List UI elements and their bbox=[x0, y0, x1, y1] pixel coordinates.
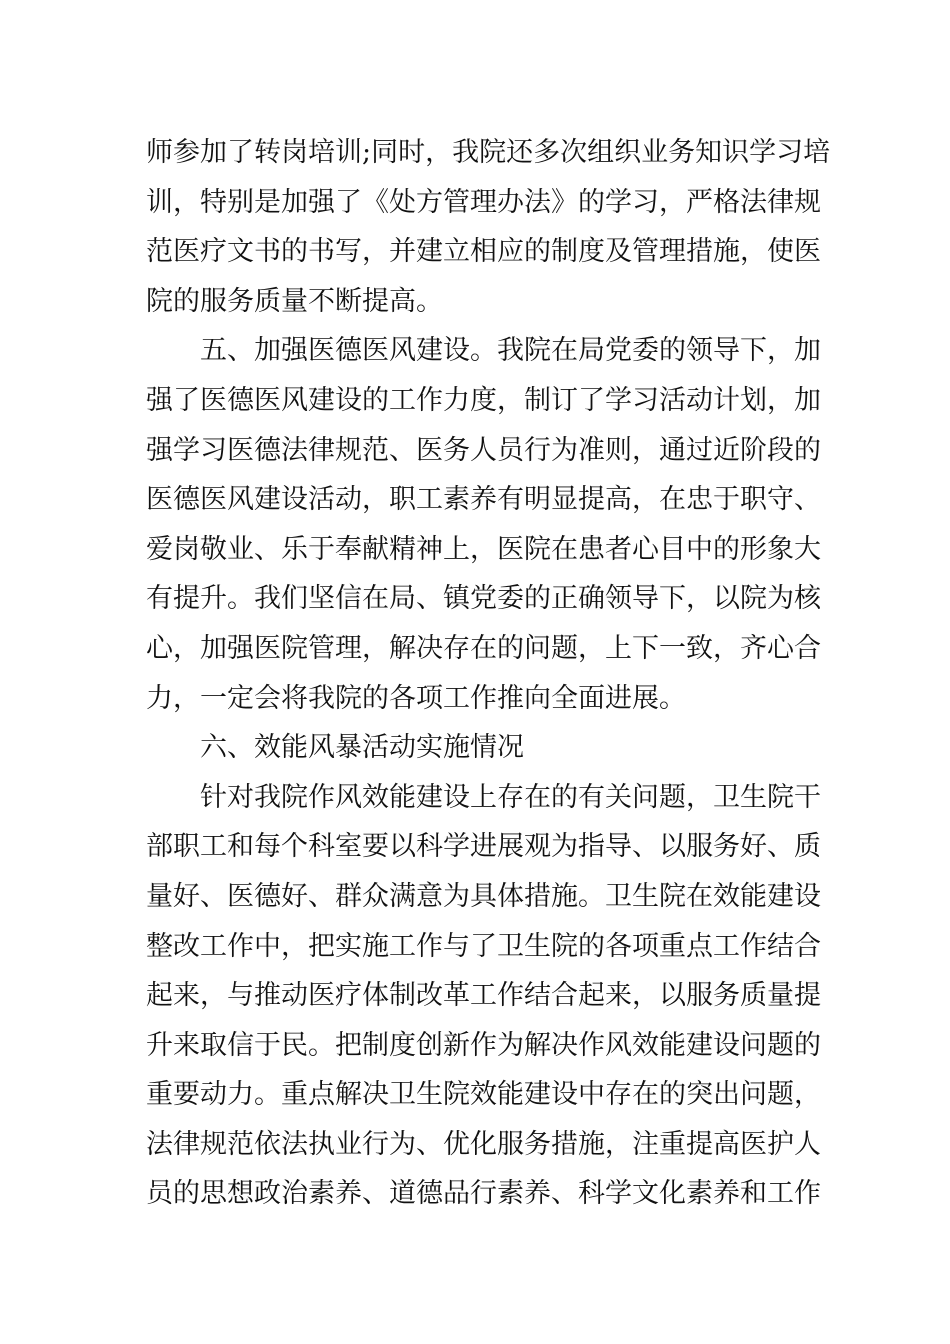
text-line: 师参加了转岗培训;同时，我院还多次组织业务知识学习培 bbox=[146, 137, 831, 168]
text-line: 六、效能风暴活动实施情况 bbox=[200, 732, 524, 764]
text-line: 员的思想政治素养、道德品行素养、科学文化素养和工作 bbox=[146, 1178, 821, 1210]
text-line: 院的服务质量不断提高。 bbox=[146, 285, 443, 317]
text-line: 针对我院作风效能建设上存在的有关问题，卫生院干 bbox=[200, 781, 821, 813]
text-line: 爱岗敬业、乐于奉献精神上，医院在患者心目中的形象大 bbox=[146, 533, 821, 565]
text-line: 范医疗文书的书写，并建立相应的制度及管理措施，使医 bbox=[146, 236, 821, 268]
text-line: 五、加强医德医风建设。我院在局党委的领导下，加 bbox=[200, 335, 821, 367]
text-line: 量好、医德好、群众满意为具体措施。卫生院在效能建设 bbox=[146, 880, 821, 912]
text-line: 强了医德医风建设的工作力度，制订了学习活动计划，加 bbox=[146, 384, 821, 416]
text-line: 部职工和每个科室要以科学进展观为指导、以服务好、质 bbox=[146, 831, 821, 863]
text-line: 整改工作中，把实施工作与了卫生院的各项重点工作结合 bbox=[146, 930, 821, 962]
text-line: 升来取信于民。把制度创新作为解决作风效能建设问题的 bbox=[146, 1029, 821, 1061]
text-line: 有提升。我们坚信在局、镇党委的正确领导下，以院为核 bbox=[146, 583, 821, 615]
text-line: 力，一定会将我院的各项工作推向全面进展。 bbox=[146, 682, 686, 714]
text-line: 强学习医德法律规范、医务人员行为准则，通过近阶段的 bbox=[146, 434, 821, 466]
text-line: 重要动力。重点解决卫生院效能建设中存在的突出问题， bbox=[146, 1079, 821, 1111]
text-line: 心，加强医院管理，解决存在的问题，上下一致，齐心合 bbox=[146, 632, 821, 664]
text-line: 法律规范依法执业行为、优化服务措施，注重提高医护人 bbox=[146, 1128, 821, 1160]
text-line: 医德医风建设活动，职工素养有明显提高，在忠于职守、 bbox=[146, 484, 821, 516]
document-body bbox=[146, 128, 831, 1219]
text-line: 训，特别是加强了《处方管理办法》的学习，严格法律规 bbox=[146, 186, 821, 218]
text-line: 起来，与推动医疗体制改革工作结合起来，以服务质量提 bbox=[146, 980, 821, 1012]
